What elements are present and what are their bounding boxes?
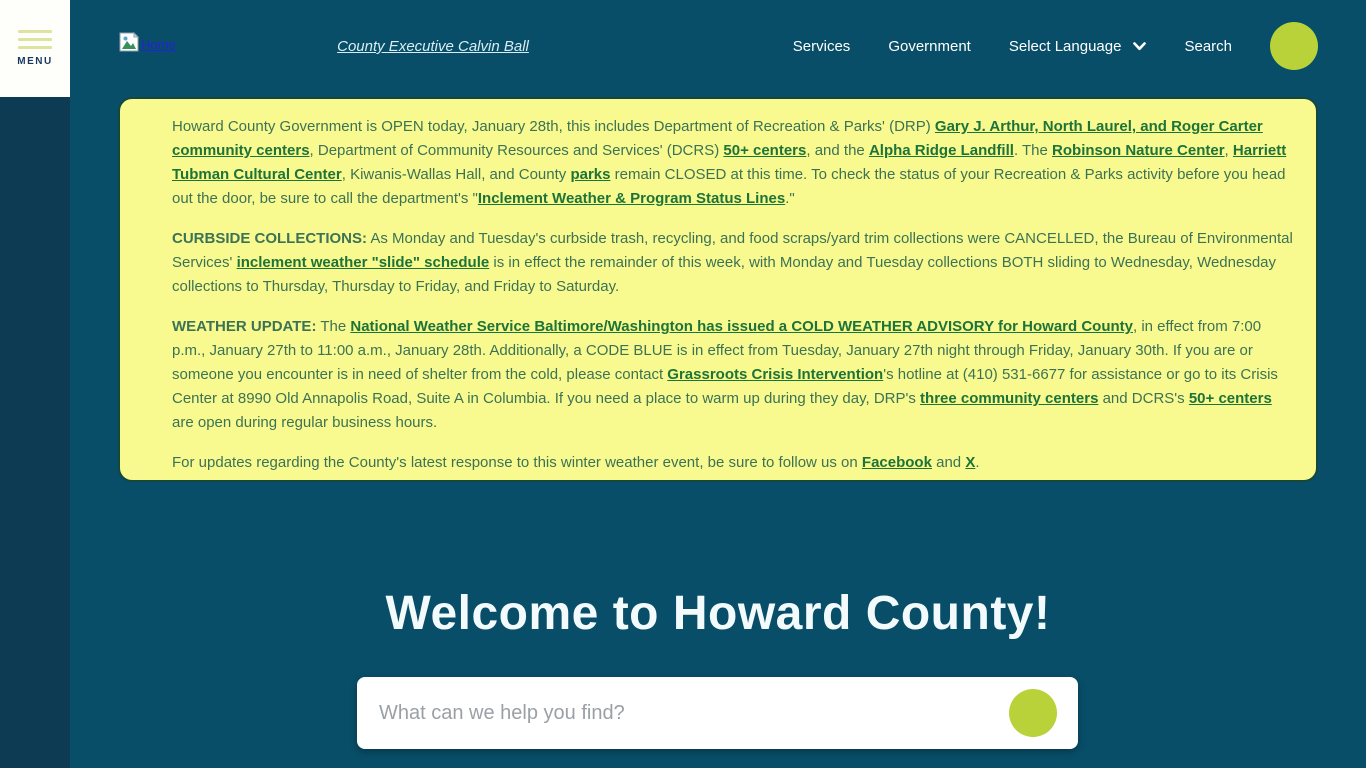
alert-link[interactable]: Gary J. Arthur, North Laurel, and Roger Carter community centers [172, 118, 1263, 159]
alert-link[interactable]: Inclement Weather & Program Status Lines [477, 190, 786, 207]
alert-text: and [931, 454, 966, 471]
header-action-button[interactable] [1270, 22, 1318, 70]
alert-bold-label: CURBSIDE COLLECTIONS: [172, 230, 367, 247]
alert-text: remain CLOSED at this time. To check the status of your Recreation & Parks activity before you head out the door, be sure to call the department's " [172, 166, 1286, 207]
alert-text: and DCRS's [1098, 390, 1189, 407]
alert-link[interactable]: 50+ centers [1188, 390, 1272, 407]
alert-text: . The [1013, 142, 1053, 159]
alert-link[interactable]: parks [570, 166, 611, 183]
alert-text: ." [785, 190, 795, 207]
chevron-down-icon [1133, 42, 1146, 51]
nav-government[interactable]: Government [888, 37, 971, 55]
hamburger-icon [18, 30, 52, 49]
site-search-bar [357, 677, 1078, 749]
search-input[interactable] [379, 702, 1009, 725]
alert-text: , Kiwanis-Wallas Hall, and County [341, 166, 571, 183]
language-selector-label: Select Language [1008, 37, 1122, 55]
alert-link[interactable]: National Weather Service Baltimore/Washington has issued a COLD WEATHER ADVISORY for Howard County [350, 318, 1133, 335]
alert-text: , [1224, 142, 1233, 159]
alert-text: , and the [806, 142, 869, 159]
menu-button[interactable] [0, 0, 70, 97]
alert-paragraph [172, 227, 1294, 299]
search-submit-button[interactable] [1009, 689, 1057, 737]
alert-text: is in effect the remainder of this week, with Monday and Tuesday collections BOTH sliding to Wednesday, Wednesday collections to Thursday, Thursday to Friday, and Friday to Saturday. [172, 254, 1277, 295]
left-sidebar-strip [0, 0, 70, 768]
alert-text: . [975, 454, 980, 471]
alert-text: As Monday and Tuesday's curbside trash, recycling, and food scraps/yard trim collections were CANCELLED, the Bureau of Environmental Services' [172, 230, 1293, 271]
alert-text: The [316, 318, 351, 335]
alert-text: , in effect from 7:00 p.m., January 27th to 11:00 a.m., January 28th. Additionally, a CODE BLUE is in effect from Tuesday, January 27th night through Friday, January 30th. If you are or someone you encounter is in need of shelter from the cold, please contact [172, 318, 1262, 383]
alert-text: For updates regarding the County's latest response to this winter weather event, be sure to follow us on [172, 454, 862, 471]
menu-button-label: MENU [17, 56, 53, 67]
alert-text: , Department of Community Resources and Services' (DCRS) [309, 142, 724, 159]
alert-link[interactable]: Harriett Tubman Cultural Center [172, 142, 1287, 183]
home-link[interactable] [119, 32, 176, 52]
alert-text: are open during regular business hours. [172, 414, 438, 431]
alert-link[interactable]: Alpha Ridge Landfill [868, 142, 1014, 159]
alert-paragraph [172, 315, 1294, 435]
nav-services[interactable]: Services [792, 37, 851, 55]
alert-link[interactable]: X [965, 454, 976, 471]
alert-bold-label: WEATHER UPDATE: [172, 318, 317, 335]
alert-text: Howard County Government is OPEN today, January 28th, this includes Department of Recreation & Parks' (DRP) [172, 118, 935, 135]
page-title: Welcome to Howard County! [385, 587, 1051, 640]
header-nav [793, 22, 1318, 70]
home-link-label: Home [141, 37, 176, 52]
county-executive-link[interactable]: County Executive Calvin Ball [337, 38, 529, 55]
alert-link[interactable]: Facebook [861, 454, 932, 471]
weather-alert-banner [118, 97, 1318, 482]
alert-link[interactable]: Robinson Nature Center [1052, 142, 1225, 159]
alert-link[interactable]: 50+ centers [723, 142, 807, 159]
alert-link[interactable]: inclement weather "slide" schedule [236, 254, 490, 271]
nav-search[interactable]: Search [1184, 37, 1232, 55]
alert-paragraph [172, 451, 1294, 475]
broken-image-icon [119, 32, 139, 52]
alert-text: 's hotline at (410) 531-6677 for assistance or go to its Crisis Center at 8990 Old Annapolis Road, Suite A in Columbia. If you need a place to warm up during they day, DRP's [172, 366, 1278, 407]
language-selector[interactable] [1009, 38, 1147, 55]
alert-paragraph [172, 115, 1294, 211]
alert-link[interactable]: three community centers [920, 390, 1099, 407]
alert-link[interactable]: Grassroots Crisis Intervention [667, 366, 884, 383]
